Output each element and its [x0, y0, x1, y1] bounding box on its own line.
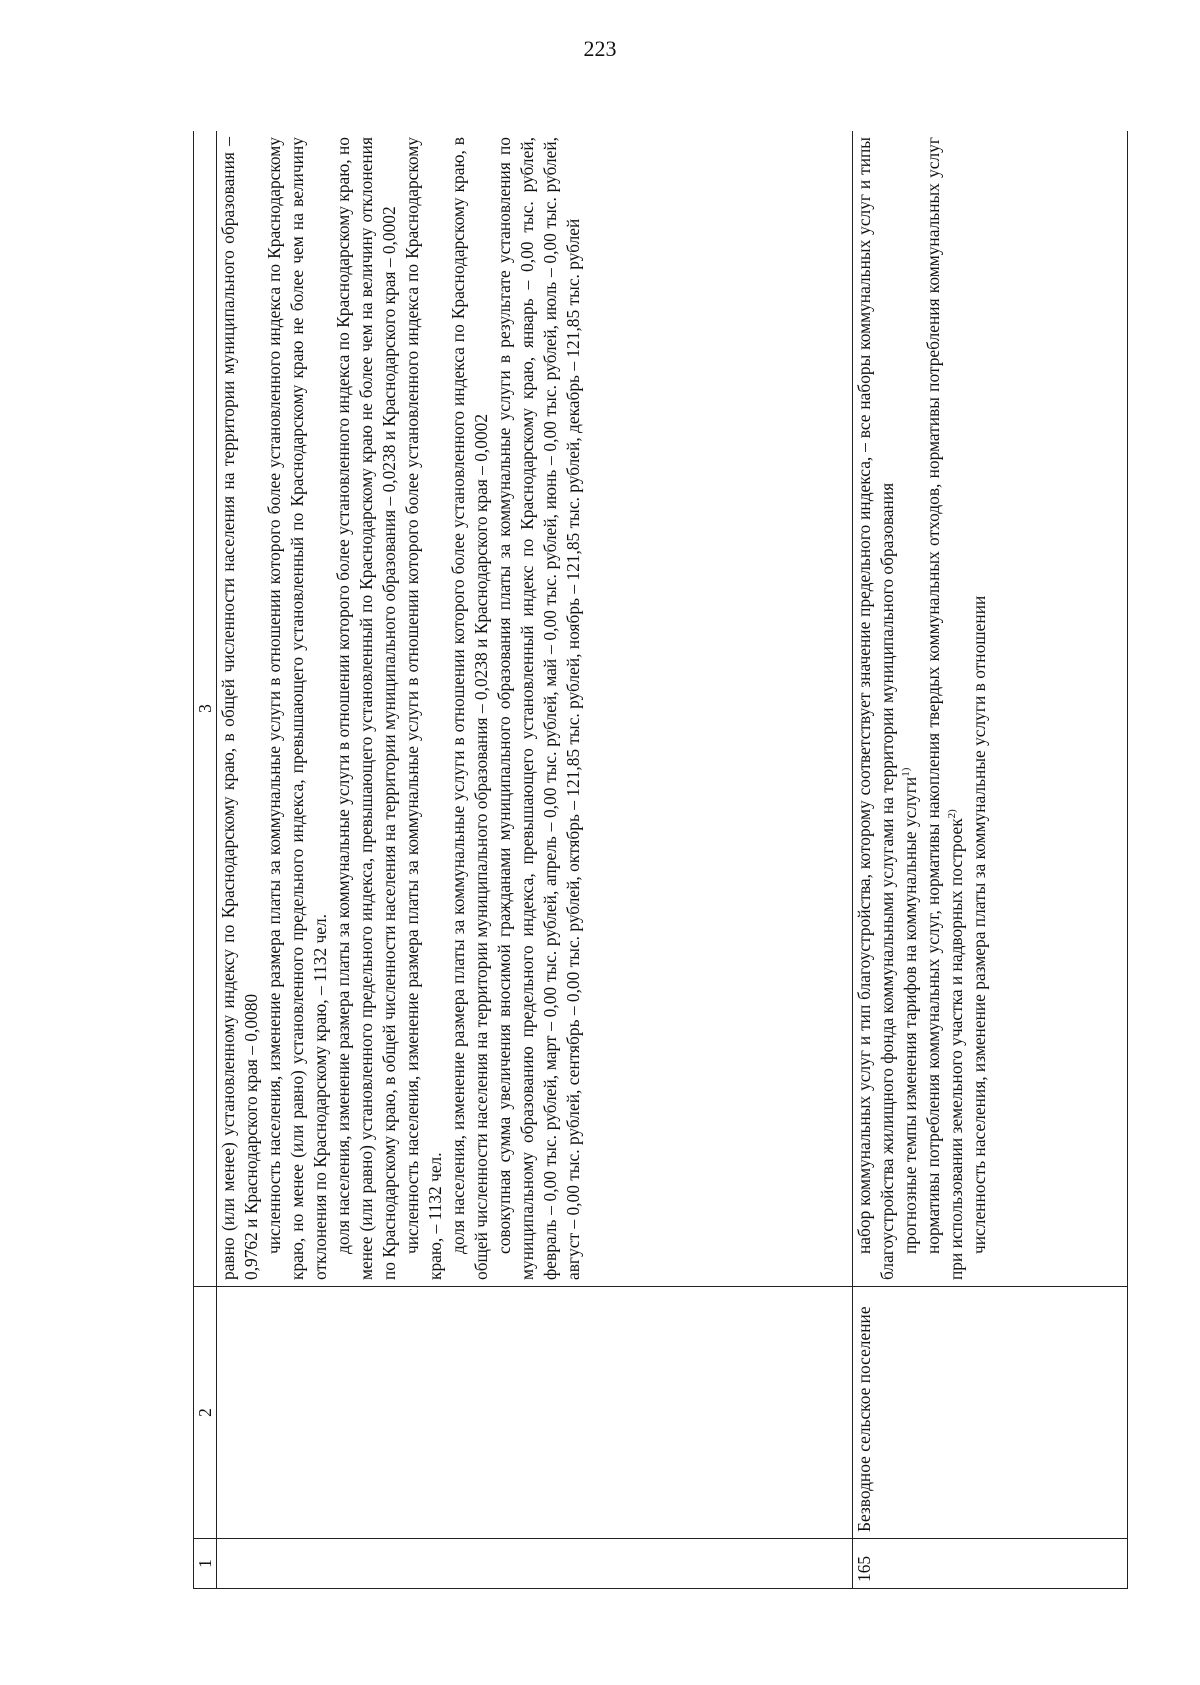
consumption-norms-label: нормативы потребления коммунальных услуг, нормативы накопления твердых коммунальных отходов, нормативы потребления коммунальных услуг при использовании земельного участка и надворных построек [922, 137, 966, 1280]
consumption-norms-text [922, 137, 968, 1280]
continuation-col-2 [217, 1287, 853, 1539]
table-row-continuation [217, 131, 853, 1589]
paragraph-3: доля населения, изменение размера платы за коммунальные услуги в отношении которого более установленного индекса по Краснодарскому краю, но менее (или равно) установленного предельного индекса, превышающего установленный по Краснодарскому краю не более чем на величину отклонения по Краснодарскому краю, в общей численности населения на территории муниципального образования – 0,0238 и Краснодарского края – 0,0002 [332, 137, 399, 1280]
page-number: 223 [583, 36, 617, 61]
services-set-text: набор коммунальных услуг и тип благоустройства, которому соответствует значение предельного индекса, – все наборы коммунальных услуг и типы благоустройства жилищного фонда коммунальными услугами на территории муниципального образования [854, 137, 897, 1280]
continuation-col-1 [217, 1539, 853, 1589]
continuation-col-3 [217, 131, 853, 1287]
paragraph-6: совокупная сумма увеличения вносимой гражданами муниципального образования платы за коммунальные услуги в результате установления по муниципальному образованию предельного индекса, превышающего установленный индекс по Краснодарскому краю, январь – 0,00 тыс. рублей, февраль – 0,00 тыс. рублей, март – 0,00 тыс. рублей, апрель – 0,00 тыс. рублей, май – 0,00 тыс. рублей, июнь – 0,00 тыс. рублей, июль – 0,00 тыс. рублей, август – 0,00 тыс. рублей, сентябрь – 0,00 тыс. рублей, октябрь – 121,85 тыс. рублей, ноябрь – 121,85 тыс. рублей, декабрь – 121,85 тыс. рублей [493, 137, 583, 1280]
footnote-ref-1: 1) [900, 767, 913, 777]
header-col-3: 3 [194, 131, 217, 1287]
header-col-2: 2 [194, 1287, 217, 1539]
paragraph-5: доля населения, изменение размера платы за коммунальные услуги в отношении которого более установленного индекса по Краснодарскому краю, в общей численности населения на территории муниципального образования – 0,0238 и Краснодарского края – 0,0002 [447, 137, 491, 1280]
settlement-name: Безводное сельское поселение [853, 1287, 1128, 1539]
rotated-table-content [193, 131, 1128, 1589]
tariff-forecast-label: прогнозные темпы изменения тарифов на коммунальные услуги [899, 776, 920, 1254]
table-header-row [194, 131, 217, 1589]
footnote-ref-2: 2) [946, 809, 959, 819]
row-number: 165 [853, 1539, 1128, 1589]
table-row-165 [853, 131, 1128, 1589]
header-col-1: 1 [194, 1539, 217, 1589]
tariff-forecast-text [899, 137, 922, 1280]
row-165-details [853, 131, 1128, 1287]
rotated-table-frame [193, 131, 1128, 1589]
population-text: численность населения, изменение размера платы за коммунальные услуги в отношении [968, 595, 989, 1254]
paragraph-1: равно (или менее) установленному индексу по Краснодарскому краю, в общей численности населения на территории муниципального образования – 0,9762 и Краснодарского края – 0,0080 [218, 137, 261, 1280]
paragraph-4: численность населения, изменение размера платы за коммунальные услуги в отношении которого более установленного индекса по Краснодарскому краю, – 1132 чел. [401, 137, 445, 1280]
paragraph-2: численность населения, изменение размера платы за коммунальные услуги в отношении которого более установленного индекса по Краснодарскому краю, но менее (или равно) установленного предельного индекса, превышающего установленный по Краснодарскому краю не более чем на величину отклонения по Краснодарскому краю, – 1132 чел. [263, 137, 330, 1280]
tariff-table [193, 131, 1128, 1589]
